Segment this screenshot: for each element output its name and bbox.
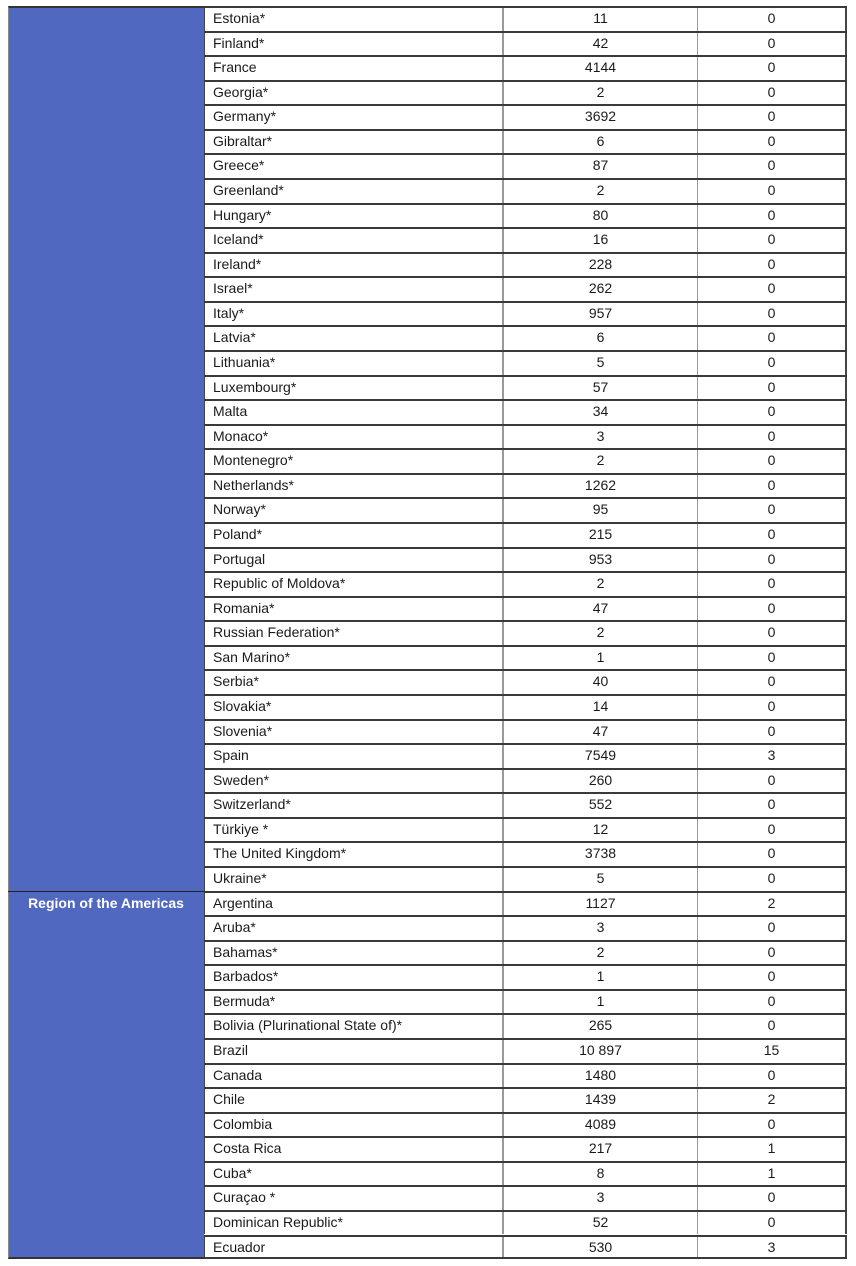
region-cell (8, 6, 204, 891)
country-cell: Lithuania* (204, 352, 502, 375)
cases-cell: 1480 (502, 1065, 697, 1088)
country-cases-table (8, 6, 847, 1259)
cases-cell: 40 (502, 671, 697, 694)
table-row (204, 1161, 847, 1186)
table-row (204, 80, 847, 105)
cases-cell: 2 (502, 180, 697, 203)
deaths-cell: 0 (697, 131, 847, 154)
country-cell: Colombia (204, 1114, 502, 1137)
deaths-cell: 0 (697, 33, 847, 56)
country-cell: Israel* (204, 278, 502, 301)
region-cell (8, 891, 204, 1260)
deaths-cell: 0 (697, 254, 847, 277)
table-row (204, 153, 847, 178)
cases-cell: 2 (502, 622, 697, 645)
table-row (204, 547, 847, 572)
cases-cell: 2 (502, 82, 697, 105)
deaths-cell: 0 (697, 598, 847, 621)
cases-cell: 530 (502, 1237, 697, 1258)
cases-cell: 215 (502, 524, 697, 547)
table-row (204, 792, 847, 817)
country-cell: Gibraltar* (204, 131, 502, 154)
cases-cell: 552 (502, 794, 697, 817)
cases-cell: 2 (502, 942, 697, 965)
cases-cell: 57 (502, 377, 697, 400)
deaths-cell: 0 (697, 377, 847, 400)
country-cell: Bolivia (Plurinational State of)* (204, 1015, 502, 1038)
table-row (204, 1038, 847, 1063)
country-cell: Finland* (204, 33, 502, 56)
table-row (204, 375, 847, 400)
country-cell: Bahamas* (204, 942, 502, 965)
table-row (204, 1013, 847, 1038)
country-cell: Italy* (204, 303, 502, 326)
region-name: Region of the Americas (28, 894, 184, 911)
country-cell: Greenland* (204, 180, 502, 203)
cases-cell: 953 (502, 549, 697, 572)
deaths-cell: 0 (697, 770, 847, 793)
deaths-cell: 0 (697, 155, 847, 178)
table-row (204, 940, 847, 965)
deaths-cell: 0 (697, 8, 847, 31)
deaths-cell: 0 (697, 278, 847, 301)
cases-cell: 1439 (502, 1089, 697, 1112)
cases-cell: 42 (502, 33, 697, 56)
table-row (204, 1112, 847, 1137)
table-row (204, 915, 847, 940)
country-cell: Georgia* (204, 82, 502, 105)
country-cell: Romania* (204, 598, 502, 621)
deaths-cell: 0 (697, 180, 847, 203)
table-row (204, 276, 847, 301)
deaths-cell: 0 (697, 843, 847, 866)
country-cell: Russian Federation* (204, 622, 502, 645)
table-row (204, 55, 847, 80)
table-row (204, 964, 847, 989)
country-cell: Argentina (204, 893, 502, 916)
table-row (204, 891, 847, 916)
table-row (204, 694, 847, 719)
country-cell: Netherlands* (204, 475, 502, 498)
cases-cell: 262 (502, 278, 697, 301)
country-cell: Iceland* (204, 229, 502, 252)
cases-cell: 16 (502, 229, 697, 252)
deaths-cell: 0 (697, 1114, 847, 1137)
cases-cell: 80 (502, 205, 697, 228)
deaths-cell: 1 (697, 1163, 847, 1186)
table-row (204, 743, 847, 768)
country-cell: Canada (204, 1065, 502, 1088)
country-cell: Chile (204, 1089, 502, 1112)
table-row (204, 252, 847, 277)
cases-cell: 47 (502, 721, 697, 744)
deaths-cell: 0 (697, 450, 847, 473)
deaths-cell: 0 (697, 401, 847, 424)
table-row (204, 596, 847, 621)
cases-cell: 87 (502, 155, 697, 178)
table-row (204, 1235, 847, 1260)
deaths-cell: 0 (697, 917, 847, 940)
deaths-cell: 0 (697, 819, 847, 842)
country-cell: San Marino* (204, 647, 502, 670)
table-row (204, 571, 847, 596)
cases-cell: 5 (502, 352, 697, 375)
deaths-cell: 3 (697, 745, 847, 768)
table-row (204, 1210, 847, 1235)
cases-cell: 34 (502, 401, 697, 424)
country-cell: Latvia* (204, 327, 502, 350)
country-cell: Poland* (204, 524, 502, 547)
country-cell: Cuba* (204, 1163, 502, 1186)
cases-cell: 1 (502, 966, 697, 989)
cases-cell: 3 (502, 917, 697, 940)
table-row (204, 645, 847, 670)
country-cell: Ecuador (204, 1237, 502, 1258)
deaths-cell: 0 (697, 82, 847, 105)
deaths-cell: 1 (697, 1138, 847, 1161)
cases-cell: 8 (502, 1163, 697, 1186)
country-cell: France (204, 57, 502, 80)
deaths-cell: 0 (697, 647, 847, 670)
cases-cell: 3738 (502, 843, 697, 866)
cases-cell: 2 (502, 450, 697, 473)
table-row (204, 350, 847, 375)
deaths-cell: 0 (697, 327, 847, 350)
table-row (204, 620, 847, 645)
country-cell: Slovakia* (204, 696, 502, 719)
table-row (204, 31, 847, 56)
cases-cell: 957 (502, 303, 697, 326)
table-row (204, 522, 847, 547)
deaths-cell: 0 (697, 303, 847, 326)
country-cell: Costa Rica (204, 1138, 502, 1161)
table-row (204, 1136, 847, 1161)
cases-cell: 47 (502, 598, 697, 621)
deaths-cell: 15 (697, 1040, 847, 1063)
cases-cell: 14 (502, 696, 697, 719)
deaths-cell: 2 (697, 1089, 847, 1112)
country-cell: Portugal (204, 549, 502, 572)
table-row (204, 1185, 847, 1210)
country-cell: Greece* (204, 155, 502, 178)
deaths-cell: 0 (697, 1187, 847, 1210)
country-cell: The United Kingdom* (204, 843, 502, 866)
table-row (204, 104, 847, 129)
country-cell: Norway* (204, 499, 502, 522)
cases-cell: 4144 (502, 57, 697, 80)
deaths-cell: 0 (697, 475, 847, 498)
table-row (204, 227, 847, 252)
table-row (204, 497, 847, 522)
cases-cell: 228 (502, 254, 697, 277)
cases-cell: 1127 (502, 893, 697, 916)
table-row (204, 866, 847, 891)
cases-cell: 12 (502, 819, 697, 842)
deaths-cell: 0 (697, 1015, 847, 1038)
cases-cell: 3692 (502, 106, 697, 129)
cases-cell: 52 (502, 1212, 697, 1235)
deaths-cell: 0 (697, 524, 847, 547)
deaths-cell: 0 (697, 573, 847, 596)
country-cell: Ukraine* (204, 868, 502, 891)
deaths-cell: 0 (697, 106, 847, 129)
deaths-cell: 0 (697, 499, 847, 522)
table-row (204, 1087, 847, 1112)
country-cell: Brazil (204, 1040, 502, 1063)
deaths-cell: 0 (697, 794, 847, 817)
cases-cell: 95 (502, 499, 697, 522)
table-row (204, 817, 847, 842)
country-cell: Luxembourg* (204, 377, 502, 400)
cases-cell: 3 (502, 426, 697, 449)
country-cell: Slovenia* (204, 721, 502, 744)
table-row (204, 841, 847, 866)
cases-cell: 1 (502, 991, 697, 1014)
table-row (204, 448, 847, 473)
deaths-cell: 0 (697, 1212, 847, 1235)
cases-cell: 11 (502, 8, 697, 31)
country-cell: Türkiye * (204, 819, 502, 842)
country-cell: Hungary* (204, 205, 502, 228)
deaths-cell: 2 (697, 893, 847, 916)
cases-cell: 3 (502, 1187, 697, 1210)
country-cell: Barbados* (204, 966, 502, 989)
country-cell: Malta (204, 401, 502, 424)
deaths-cell: 0 (697, 991, 847, 1014)
deaths-cell: 0 (697, 942, 847, 965)
table-row (204, 178, 847, 203)
deaths-cell: 0 (697, 57, 847, 80)
deaths-cell: 0 (697, 205, 847, 228)
country-cell: Switzerland* (204, 794, 502, 817)
table-row (204, 989, 847, 1014)
table-row (204, 719, 847, 744)
country-cell: Bermuda* (204, 991, 502, 1014)
cases-cell: 260 (502, 770, 697, 793)
deaths-cell: 0 (697, 622, 847, 645)
cases-cell: 4089 (502, 1114, 697, 1137)
country-cell: Germany* (204, 106, 502, 129)
cases-cell: 5 (502, 868, 697, 891)
deaths-cell: 0 (697, 721, 847, 744)
deaths-cell: 0 (697, 696, 847, 719)
country-cell: Estonia* (204, 8, 502, 31)
table-row (204, 1063, 847, 1088)
cases-cell: 6 (502, 327, 697, 350)
deaths-cell: 0 (697, 966, 847, 989)
table-row (204, 473, 847, 498)
table-row (204, 424, 847, 449)
cases-cell: 1 (502, 647, 697, 670)
country-cell: Curaçao * (204, 1187, 502, 1210)
cases-cell: 7549 (502, 745, 697, 768)
cases-cell: 6 (502, 131, 697, 154)
deaths-cell: 0 (697, 671, 847, 694)
deaths-cell: 0 (697, 549, 847, 572)
deaths-cell: 0 (697, 426, 847, 449)
country-cell: Ireland* (204, 254, 502, 277)
deaths-cell: 0 (697, 868, 847, 891)
table-row (204, 301, 847, 326)
country-cell: Aruba* (204, 917, 502, 940)
country-cell: Montenegro* (204, 450, 502, 473)
table-row (204, 325, 847, 350)
country-cell: Dominican Republic* (204, 1212, 502, 1235)
deaths-cell: 3 (697, 1237, 847, 1258)
table-row (204, 129, 847, 154)
cases-cell: 10 897 (502, 1040, 697, 1063)
table-row (204, 768, 847, 793)
cases-cell: 265 (502, 1015, 697, 1038)
deaths-cell: 0 (697, 352, 847, 375)
country-cell: Sweden* (204, 770, 502, 793)
deaths-cell: 0 (697, 229, 847, 252)
cases-cell: 1262 (502, 475, 697, 498)
table-row (204, 203, 847, 228)
table-row (204, 6, 847, 31)
table-row (204, 669, 847, 694)
country-cell: Spain (204, 745, 502, 768)
country-cell: Serbia* (204, 671, 502, 694)
deaths-cell: 0 (697, 1065, 847, 1088)
cases-cell: 217 (502, 1138, 697, 1161)
country-cell: Republic of Moldova* (204, 573, 502, 596)
cases-cell: 2 (502, 573, 697, 596)
country-cell: Monaco* (204, 426, 502, 449)
table-row (204, 399, 847, 424)
